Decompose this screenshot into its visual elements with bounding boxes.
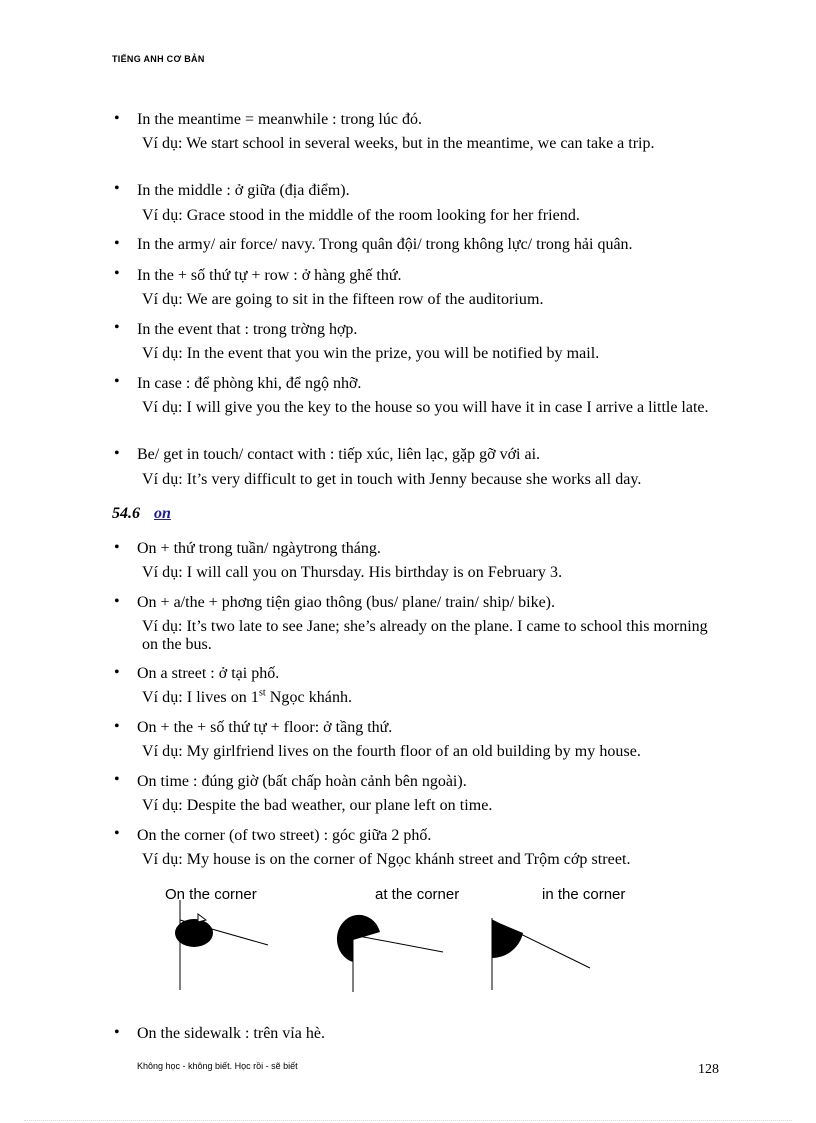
bullet-icon: • (114, 265, 120, 282)
bullet-icon: • (114, 373, 120, 390)
item-example: Ví dụ: We start school in several weeks, but in the meantime, we can take a trip. (142, 135, 655, 152)
diagram-label-at: at the corner (375, 886, 460, 903)
item-example-text: Ví dụ: It’s two late to see Jane; she’s already on the plane. I came to school this morning on the bus. (142, 618, 708, 653)
diagram-label-in: in the corner (542, 886, 626, 903)
bullet-icon: • (114, 110, 120, 127)
item-main: On the corner (of two street) : góc giữa 2 phố. (137, 827, 432, 844)
bullet-icon: • (114, 180, 120, 197)
item-main: On + thứ trong tuần/ ngàytrong tháng. (137, 540, 381, 557)
bullet-icon: • (114, 235, 120, 252)
item-main: In the event that : trong trờng hợp. (137, 321, 358, 338)
item-example: Ví dụ: We are going to sit in the fifteen row of the auditorium. (142, 291, 544, 308)
bullet-icon: • (114, 771, 120, 788)
bullet-icon: • (114, 445, 120, 462)
bullet-icon: • (114, 825, 120, 842)
item-main: Be/ get in touch/ contact with : tiếp xúc, liên lạc, gặp gỡ với ai. (137, 446, 541, 463)
item-main: In the meantime = meanwhile : trong lúc đó. (137, 111, 422, 128)
diagram-label-on: On the corner (165, 886, 257, 903)
item-example (142, 689, 352, 707)
item-example: Ví dụ: I will give you the key to the house so you will have it in case I arrive a little late. (142, 399, 709, 416)
item-main: In the middle : ở giữa (địa điểm). (137, 182, 350, 199)
section-title-link[interactable]: on (154, 505, 171, 522)
bullet-icon: • (114, 593, 120, 610)
item-main: In case : để phòng khi, để ngộ nhỡ. (137, 375, 362, 392)
in-corner-figure (492, 918, 590, 990)
page-bottom-divider (24, 1120, 792, 1121)
example-superscript: st (258, 687, 266, 699)
bullet-icon: • (114, 1024, 120, 1041)
running-header: TIẾNG ANH CƠ BẢN (112, 54, 205, 64)
example-text-post: Ngọc khánh. (265, 689, 353, 706)
item-main: On a street : ở tại phố. (137, 665, 280, 682)
item-main: In the army/ air force/ navy. Trong quân đội/ trong không lực/ trong hải quân. (137, 236, 633, 253)
section-heading (112, 505, 171, 523)
on-corner-figure (175, 900, 268, 990)
item-example: Ví dụ: Despite the bad weather, our plane left on time. (142, 797, 493, 814)
item-example: Ví dụ: In the event that you win the prize, you will be notified by mail. (142, 345, 600, 362)
item-example: Ví dụ: My girlfriend lives on the fourth floor of an old building by my house. (142, 743, 641, 760)
item-example: Ví dụ: My house is on the corner of Ngọc khánh street and Trộm cớp street. (142, 851, 631, 868)
item-example (142, 618, 712, 654)
item-main: On time : đúng giờ (bất chấp hoàn cảnh bên ngoài). (137, 773, 467, 790)
item-example: Ví dụ: It’s very difficult to get in touch with Jenny because she works all day. (142, 471, 642, 488)
section-number: 54.6 (112, 505, 140, 522)
item-main: On + a/the + phơng tiện giao thông (bus/ plane/ train/ ship/ bike). (137, 594, 555, 611)
item-example: Ví dụ: I will call you on Thursday. His birthday is on February 3. (142, 564, 563, 581)
page-number: 128 (698, 1062, 719, 1077)
item-example: Ví dụ: Grace stood in the middle of the room looking for her friend. (142, 207, 580, 224)
item-main: On the sidewalk : trên vỉa hè. (137, 1025, 325, 1042)
bullet-icon: • (114, 664, 120, 681)
bullet-icon: • (114, 319, 120, 336)
item-main: On + the + số thứ tự + floor: ở tầng thứ. (137, 719, 393, 736)
example-text-pre: Ví dụ: I lives on 1 (142, 689, 259, 706)
bullet-icon: • (114, 539, 120, 556)
footer-slogan: Không học - không biết. Học rồi - sẽ biết (137, 1061, 298, 1071)
bullet-icon: • (114, 718, 120, 735)
item-main: In the + số thứ tự + row : ở hàng ghế thứ. (137, 267, 402, 284)
at-corner-figure (337, 915, 443, 992)
